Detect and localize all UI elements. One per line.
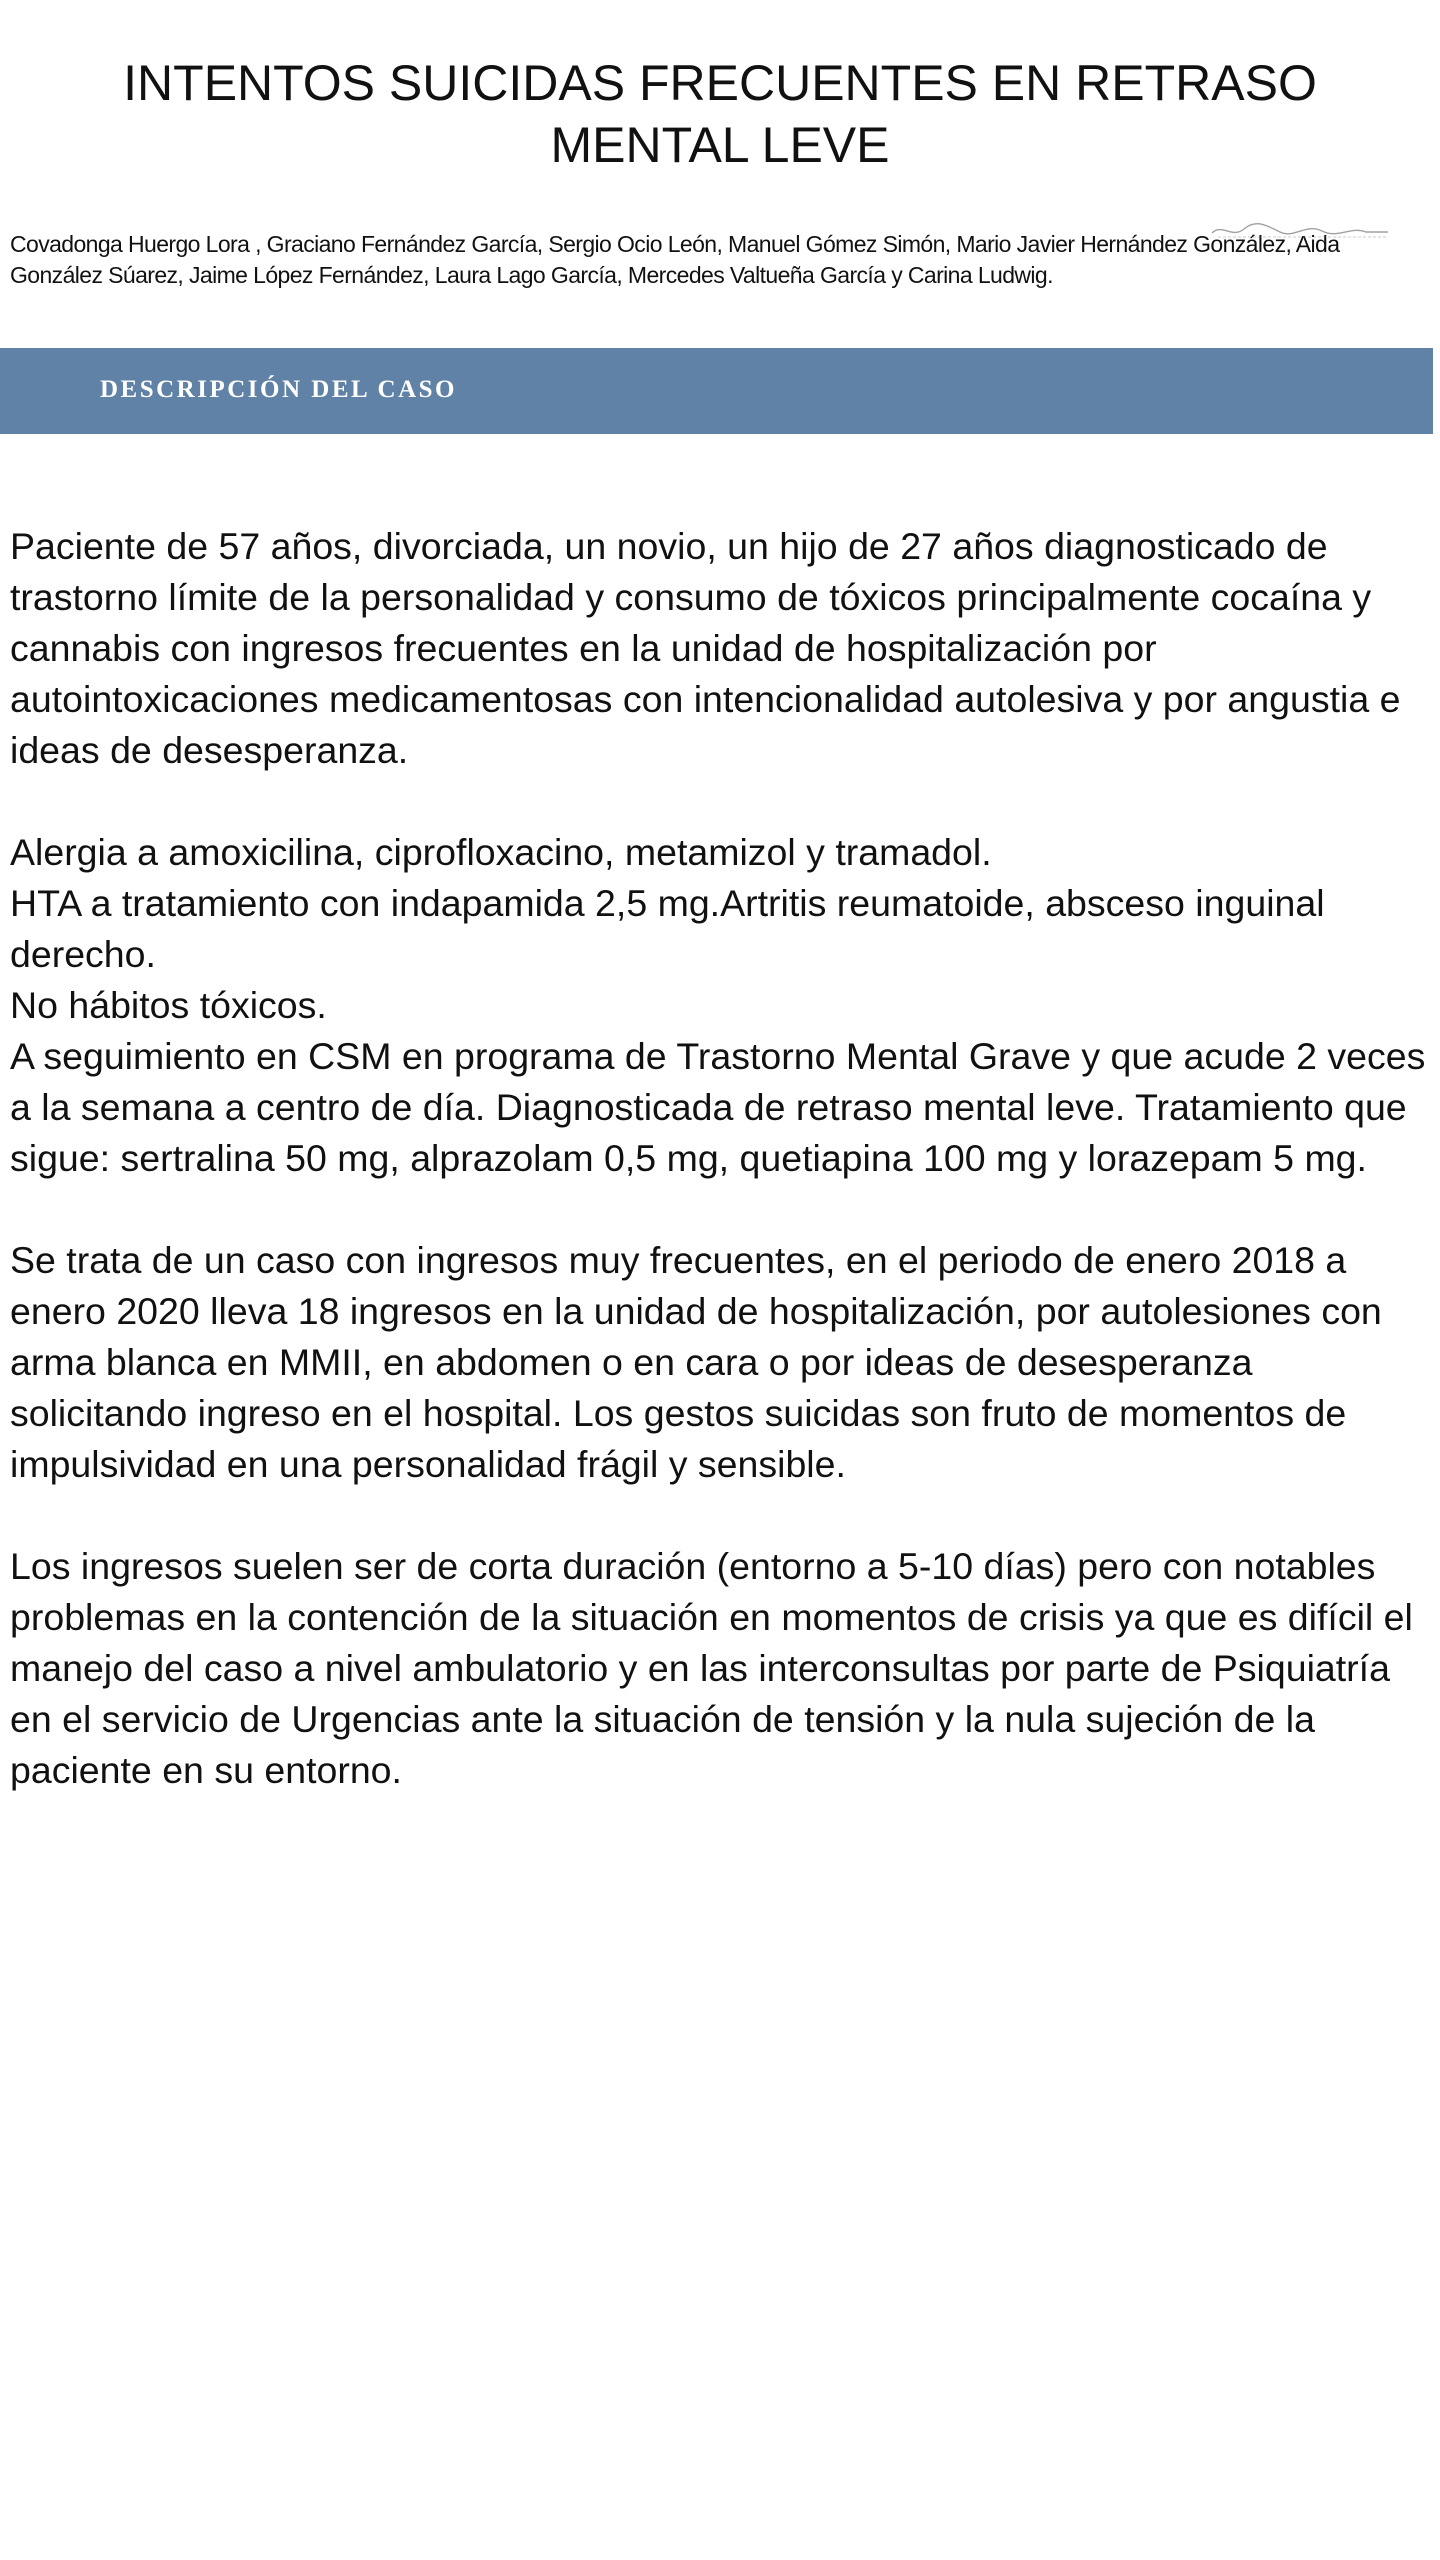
page-title: INTENTOS SUICIDAS FRECUENTES EN RETRASO MENTAL LEVE xyxy=(123,55,1317,173)
section-title: DESCRIPCIÓN DEL CASO xyxy=(100,376,458,403)
author-list: Covadonga Huergo Lora , Graciano Fernández García, Sergio Ocio León, Manuel Gómez Simón, Mario Javier Hernández González, Aida González Súarez, Jaime López Fernández, Laura Lago García, Mercedes Valtueña García y Carina Ludwig. xyxy=(10,231,1340,288)
paragraph-medical-background: Alergia a amoxicilina, ciprofloxacino, metamizol y tramadol. HTA a tratamiento con indapamida 2,5 mg.Artritis reumatoide, absceso inguinal derecho. No hábitos tóxicos. A seguimiento en CSM en programa de Trastorno Mental Grave y que acude 2 veces a la semana a centro de día. Diagnosticada de retraso mental leve. Tratamiento que sigue: sertralina 50 mg, alprazolam 0,5 mg, quetiapina 100 mg y lorazepam 5 mg. xyxy=(10,831,1426,1179)
paragraph-management: Los ingresos suelen ser de corta duración (entorno a 5-10 días) pero con notables problemas en la contención de la situación en momentos de crisis ya que es difícil el manejo del caso a nivel ambulatorio y en las interconsultas por parte de Psiquiatría en el servicio de Urgencias ante la situación de tensión y la nula sujeción de la paciente en su entorno. xyxy=(10,1545,1413,1791)
paragraph-admissions: Se trata de un caso con ingresos muy frecuentes, en el periodo de enero 2018 a enero 2020 lleva 18 ingresos en la unidad de hospitalización, por autolesiones con arma blanca en MMII, en abdomen o en cara o por ideas de desesperanza solicitando ingreso en el hospital. Los gestos suicidas son fruto de momentos de impulsividad en una personalidad frágil y sensible. xyxy=(10,1239,1382,1485)
paragraph-patient-history: Paciente de 57 años, divorciada, un novio, un hijo de 27 años diagnosticado de trastorno límite de la personalidad y consumo de tóxicos principalmente cocaína y cannabis con ingresos frecuentes en la unidad de hospitalización por autointoxicaciones medicamentosas con intencionalidad autolesiva y por angustia e ideas de desesperanza. xyxy=(10,525,1401,771)
section-header-bar xyxy=(0,348,1433,434)
faint-stamp-mark xyxy=(1210,217,1390,243)
case-description xyxy=(10,521,1435,1796)
